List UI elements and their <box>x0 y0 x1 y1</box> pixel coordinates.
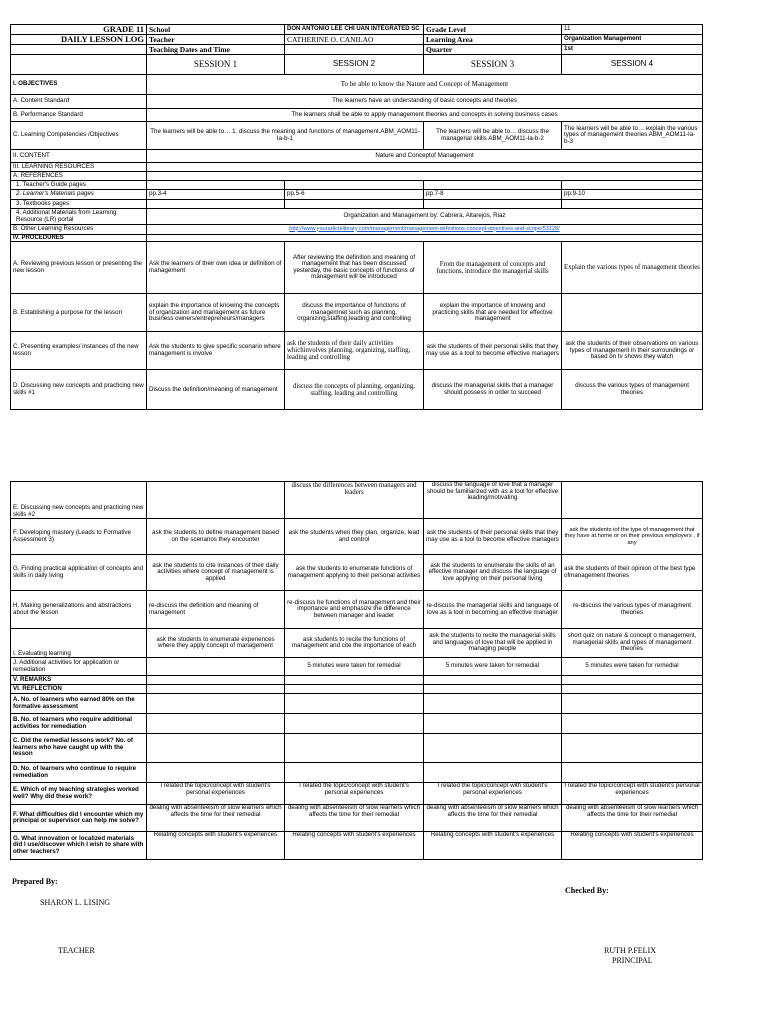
reflection-e-s3: I related the topic/concept with student's personal experiences <box>424 783 562 805</box>
resource-link[interactable]: http://www.yourarticlelibrary.com/management/management-definitions-concept-objectives-and-scope/53128/ <box>289 225 560 232</box>
checked-by-label: Checked By: <box>565 886 609 895</box>
proc-d-label: D. Discussing new concepts and practicing new skills #1 <box>11 370 147 410</box>
blank-cell <box>285 200 424 209</box>
blank-cell <box>562 200 703 209</box>
proc-a-s1: Ask the learners of their own idea or definition of management <box>147 242 285 294</box>
proc-g-s4: ask the students of their opinion of the best type ofmanagement theories <box>562 555 703 591</box>
grade-level-value: 11 <box>562 25 703 35</box>
teacher-value: CATHERINE O. CANILAO <box>285 35 424 45</box>
proc-h-s1: re-discuss the definition and meaning of management <box>147 591 285 629</box>
competencies-label: C. Learning Competencies /Objectives <box>11 122 147 150</box>
proc-d-s1: Discuss the definition/meaning of management <box>147 370 285 410</box>
objectives-label: I. OBJECTIVES <box>11 75 147 95</box>
blank-cell <box>147 235 703 242</box>
blank-cell <box>424 676 562 685</box>
school-label: School <box>147 25 285 35</box>
additional-materials-label: 4. Additional Materials from Learning Resource (LR) portal <box>11 209 147 225</box>
proc-f-s2: ask the students when they plan, organize, lead and control <box>285 519 424 555</box>
other-resources-label: B. Other Learning Resources <box>11 225 147 235</box>
session-1-header: SESSION 1 <box>147 55 285 75</box>
blank-cell <box>424 181 562 190</box>
reflection-e-s1: I related the topic/concept with student's personal experiences <box>147 783 285 805</box>
reflection-b-label: B. No. of learners who require additional activities for remediation <box>11 714 147 734</box>
lm-s1: pp.3-4 <box>147 190 285 200</box>
reflection-g-s4: Relating concepts with student's experiences <box>562 832 703 860</box>
reflection-d-label: D. No. of learners who continue to require remediation <box>11 763 147 783</box>
preparer-role: TEACHER <box>58 946 95 955</box>
blank-cell <box>147 734 285 763</box>
blank-cell <box>147 676 285 685</box>
tg-label: 1. Teacher's Guide pages <box>11 181 147 190</box>
reflection-g-s3: Relating concepts with student's experiences <box>424 832 562 860</box>
teacher-label: Teacher <box>147 35 285 45</box>
blank-cell <box>11 45 147 55</box>
reflection-label: VI. REFLECTION <box>11 685 147 694</box>
reflection-e-s2: I related the topic/concept with student's personal experiences <box>285 783 424 805</box>
reflection-g-s2: Relating concepts with student's experiences <box>285 832 424 860</box>
grade-level-label: Grade Level <box>424 25 562 35</box>
dll-label: DAILY LESSON LOG <box>11 35 147 45</box>
dll-table-top <box>10 24 703 410</box>
dll-table-bottom <box>10 481 703 860</box>
proc-g-label: G. Finding practical application of concepts and skills in daily living <box>11 555 147 591</box>
blank-cell <box>147 172 703 181</box>
proc-d-s2: discuss the concepts of planning, organizing, staffing, leading and controlling <box>285 370 424 410</box>
blank-cell <box>562 694 703 714</box>
proc-h-s2: re-discuss he functions of management and their importance and emphasize the difference between manager and leader <box>285 591 424 629</box>
proc-j-s1 <box>147 658 285 676</box>
blank-cell <box>424 694 562 714</box>
reflection-a-label: A. No. of learners who earned 80% on the formative assessment <box>11 694 147 714</box>
blank-cell <box>285 676 424 685</box>
blank-cell <box>562 714 703 734</box>
proc-h-s3: re-discuss the managerial skills and language of love as a tool in becoming an effective manager <box>424 591 562 629</box>
preparer-name: SHARON L. LISING <box>40 898 110 907</box>
proc-e-label: E. Discussing new concepts and practicing new skills #2 <box>11 482 147 519</box>
proc-g-s1: ask the students to cite instances of their daily activities where concept of management is applied <box>147 555 285 591</box>
area-value: Organization Management <box>562 35 703 45</box>
blank-cell <box>147 685 285 694</box>
blank-cell <box>562 763 703 783</box>
blank-cell <box>285 694 424 714</box>
content-value: Nature and Conceptof Management <box>147 150 703 163</box>
remarks-label: V. REMARKS <box>11 676 147 685</box>
competencies-s12: The learners will be able to… 1. discuss the meaning and functions of management.ABM_AOM11-Ia-b-1 <box>147 122 424 150</box>
blank-cell <box>424 200 562 209</box>
session-2-header: SESSION 2 <box>285 55 424 75</box>
blank-cell <box>147 714 285 734</box>
reflection-f-s3: dealing with absenteeism of slow learners which affects the time for their remedial <box>424 805 562 832</box>
proc-e-s4 <box>562 482 703 519</box>
blank-cell <box>11 55 147 75</box>
tb-label: 3. Textbooks pages <box>11 200 147 209</box>
lm-s2: pp.5-6 <box>285 190 424 200</box>
performance-standard-label: B. Performance Standard <box>11 109 147 122</box>
reflection-f-label: F. What difficulties did I encounter which my principal or supervisor can help me solve? <box>11 805 147 832</box>
proc-a-label: A. Reviewing previous lesson or presenting the new lesson <box>11 242 147 294</box>
proc-c-s1: Ask the students to give specific scenario where management is involve <box>147 332 285 370</box>
proc-a-s2: After reviewing the definition and meaning of management that has been discussed yesterday, the basic concepts of functions of management will be introduced <box>285 242 424 294</box>
proc-a-s4: Explain the various types of management theories <box>562 242 703 294</box>
blank-cell <box>147 163 703 172</box>
proc-a-s3: From the management of concepts and functions, introduce the managerial skills <box>424 242 562 294</box>
blank-cell <box>562 676 703 685</box>
blank-cell <box>147 181 285 190</box>
prepared-by-label: Prepared By: <box>12 877 58 886</box>
blank-cell <box>424 714 562 734</box>
content-label: II. CONTENT <box>11 150 147 163</box>
quarter-label: Quarter <box>424 45 562 55</box>
proc-e-s3: discuss the language of love that a manager should be familiarized with as a tool for effective leading/motivating <box>424 482 562 519</box>
proc-i-s2: ask students to recite the functions of management and cite the importance of each <box>285 629 424 658</box>
dates-value <box>285 45 424 55</box>
grade-label: GRADE 11 <box>11 25 147 35</box>
proc-b-s2: discuss the importance of functions of managemnet such as planning, organizing,staffing,leading and controlling <box>285 294 424 332</box>
proc-j-label: J. Additional activities for application or remediation <box>11 658 147 676</box>
references-label: A. REFERENCES <box>11 172 147 181</box>
reflection-f-s4: dealing with absenteeism of slow learners which affects the time for their remedial <box>562 805 703 832</box>
blank-cell <box>424 763 562 783</box>
proc-i-label: I. Evaluating learning <box>11 629 147 658</box>
blank-cell <box>285 734 424 763</box>
competencies-s4: The learners will be able to… explain the various types of management theories ABM_AOM11-Ia-b-3 <box>562 122 703 150</box>
learning-resources-label: III. LEARNING RESOURCES <box>11 163 147 172</box>
proc-b-s4 <box>562 294 703 332</box>
proc-f-s1: ask the students to define management based on the scenarios they encounter <box>147 519 285 555</box>
competencies-s3: The learners will be able to… discuss the managerial skills ABM_AOM11-Ia-b-2 <box>424 122 562 150</box>
blank-cell <box>147 200 285 209</box>
blank-cell <box>147 763 285 783</box>
proc-b-s1: explain the importance of knowing the concepts of organization and management as future business owners/entrepreneurs/managers <box>147 294 285 332</box>
blank-cell <box>285 685 424 694</box>
reflection-c-label: C. Did the remedial lessons work? No. of learners who have caught up with the lesson <box>11 734 147 763</box>
proc-j-s4: 5 minutes were taken for remedial <box>562 658 703 676</box>
proc-h-label: H. Making generalizations and abstractions about the lesson <box>11 591 147 629</box>
blank-cell <box>147 694 285 714</box>
proc-d-s4: discuss the various types of management theories <box>562 370 703 410</box>
school-value: DON ANTONIO LEE CHI UAN INTEGRATED SC <box>285 25 424 35</box>
proc-g-s3: ask the students to enumerate the skills of an effective manager and discuss the language of love applying on their personal living <box>424 555 562 591</box>
lm-label: 2. Learner's Materials pages <box>11 190 147 200</box>
reflection-e-label: E. Which of my teaching strategies worked well? Why did these work? <box>11 783 147 805</box>
proc-e-s1 <box>147 482 285 519</box>
objectives-value: To be able to know the Nature and Concept of Management <box>147 75 703 95</box>
blank-cell <box>285 181 424 190</box>
additional-materials-value: Organization and Management by: Cabrera, Altarejos, Riaz <box>147 209 703 225</box>
reflection-g-label: G. What innovation or localized materials did I use/discover which I wish to share with other teachers? <box>11 832 147 860</box>
proc-f-s4: ask the students iof the type of management that they have at home or on their previous employers , if any <box>562 519 703 555</box>
session-3-header: SESSION 3 <box>424 55 562 75</box>
reflection-e-s4: I related the topic/concept with student's personal experiences <box>562 783 703 805</box>
area-label: Learning Area <box>424 35 562 45</box>
quarter-value: 1st <box>562 45 703 55</box>
proc-d-s3: discuss the managerial skills that a manager should possess in order to succeed <box>424 370 562 410</box>
reflection-g-s1: Relating concepts with student's experiences <box>147 832 285 860</box>
procedures-label: IV. PROCEDURES <box>11 235 147 242</box>
reflection-f-s1: dealing with absenteeism of slow learners which affects the time for their remedial <box>147 805 285 832</box>
checker-name: RUTH P.FELIX <box>604 946 657 955</box>
proc-g-s2: ask the students to enumerate functions of management applying to their personal activities <box>285 555 424 591</box>
blank-cell <box>562 181 703 190</box>
session-4-header: SESSION 4 <box>562 55 703 75</box>
checker-role: PRINCIPAL <box>612 956 653 965</box>
proc-f-s3: ask the students of their personal skills that they may use as a tool to become effective managers <box>424 519 562 555</box>
blank-cell <box>424 685 562 694</box>
proc-i-s1: ask the students to enumerate experiences where they apply concept of management <box>147 629 285 658</box>
proc-b-label: B. Establishing a purpose for the lesson <box>11 294 147 332</box>
blank-cell <box>562 685 703 694</box>
blank-cell <box>285 763 424 783</box>
proc-j-s3: 5 minutes were taken for remedial <box>424 658 562 676</box>
proc-e-s2: discuss the differences between managers and leaders <box>285 482 424 519</box>
dates-label: Teaching Dates and Time <box>147 45 285 55</box>
reflection-f-s2: dealing with absenteeism of slow learners which affects the time for their remedial <box>285 805 424 832</box>
proc-h-s4: re-discuss the various types of managment theories <box>562 591 703 629</box>
blank-cell <box>424 734 562 763</box>
proc-c-s4: ask the students of their observations on various types of management in their surroundings or based on tv shows they watch <box>562 332 703 370</box>
proc-j-s2: 5 minutes were taken for remedial <box>285 658 424 676</box>
proc-c-s2: ask the students of their daily activities whichinvolves planning, organizing, staffing, leading and controlling <box>285 332 424 370</box>
proc-i-s4: short quiz on nature & concept o management, managerial skills and types of management theories <box>562 629 703 658</box>
blank-cell <box>285 714 424 734</box>
blank-cell <box>562 734 703 763</box>
lm-s4: pp.9-10 <box>562 190 703 200</box>
proc-f-label: F. Developing mastery (Leads to Formative Assessment 3) <box>11 519 147 555</box>
proc-i-s3: ask the students to recite the managerial skills and languages of love that will be applied in managing people <box>424 629 562 658</box>
performance-standard-value: The learners shall be able to apply management theories and concepts in solving business cases <box>147 109 703 122</box>
proc-c-s3: ask the students of their personal skills that they may use as a tool to become effective managers <box>424 332 562 370</box>
lm-s3: pp.7-8 <box>424 190 562 200</box>
proc-c-label: C. Presenting examples/ instances of the new lesson <box>11 332 147 370</box>
content-standard-label: A. Content Standard <box>11 95 147 109</box>
content-standard-value: The learners have an understanding of basic concepts and theories <box>147 95 703 109</box>
proc-b-s3: explain the importance of knowing and practicing skills that are needed for effective management <box>424 294 562 332</box>
